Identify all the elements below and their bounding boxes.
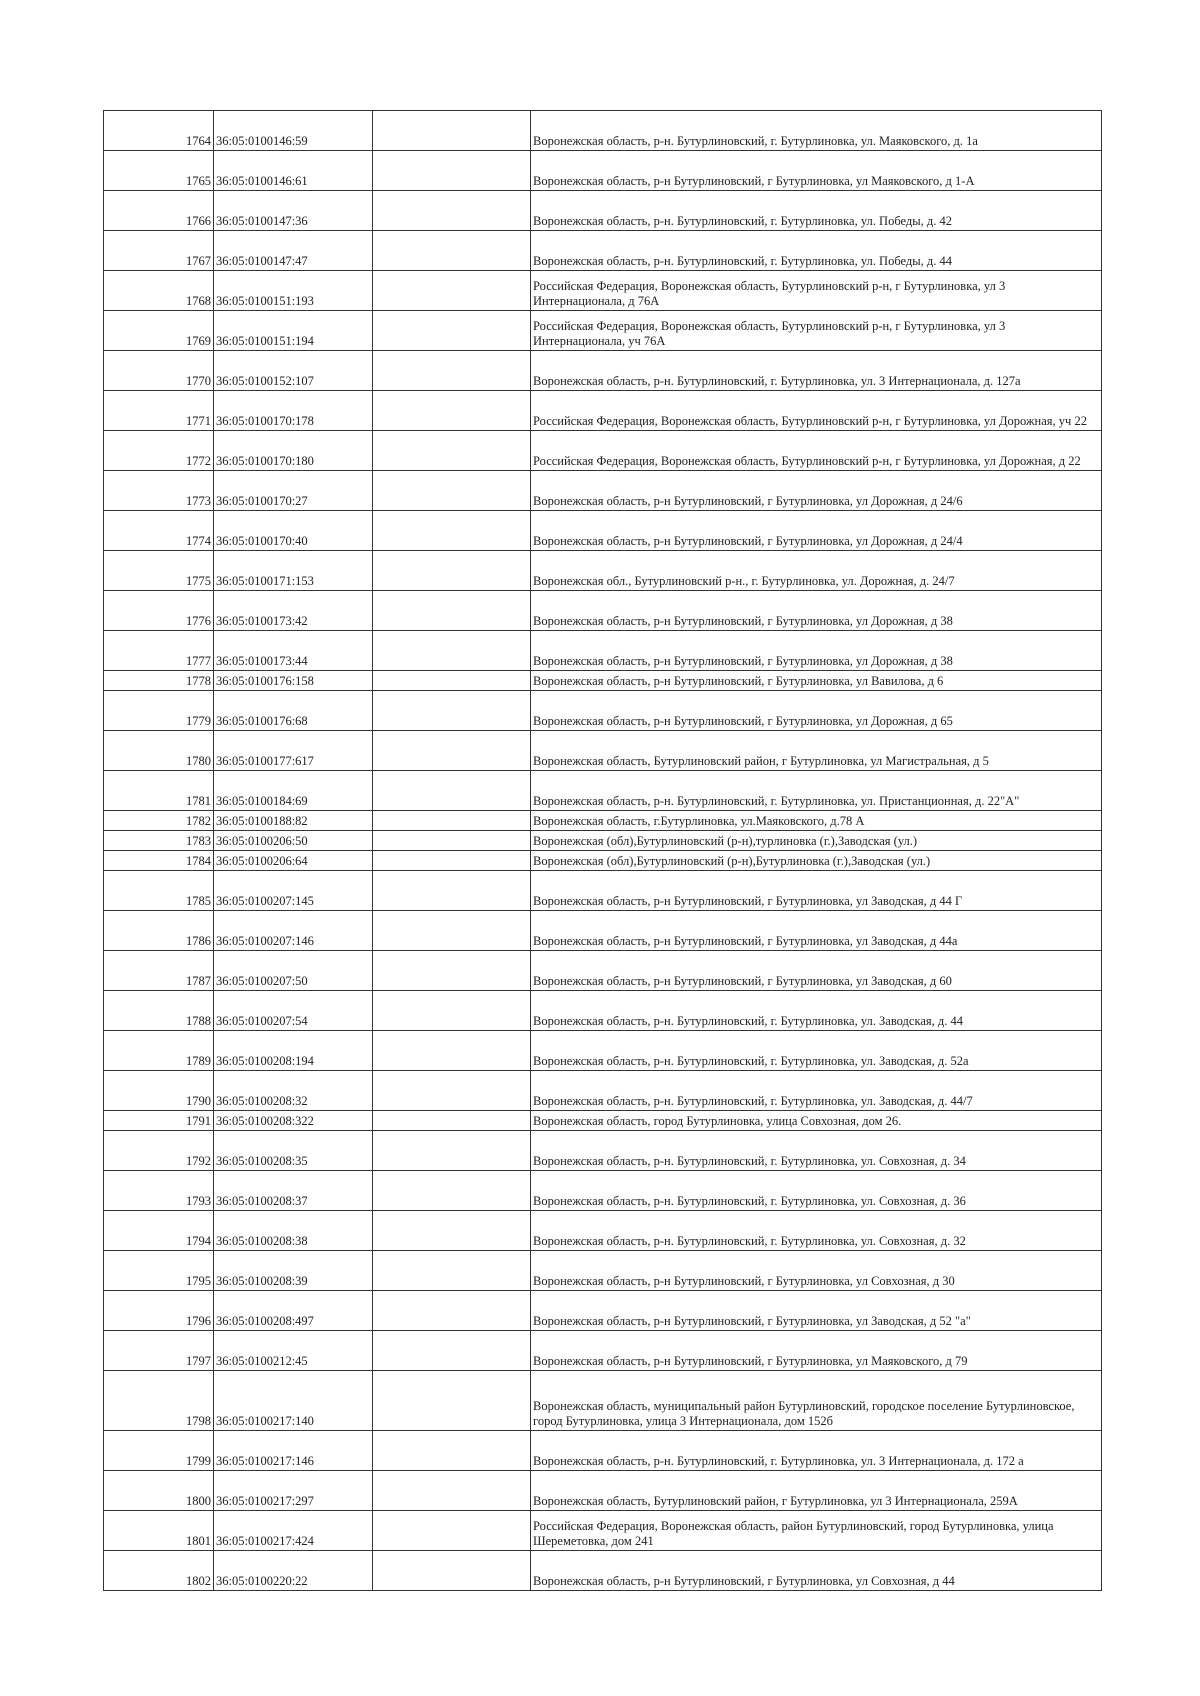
address: Российская Федерация, Воронежская область, Бутурлиновский р-н, г Бутурлиновка, ул Дорожная, д 22 <box>531 431 1102 471</box>
row-number: 1778 <box>104 671 214 691</box>
empty-cell <box>373 1131 531 1171</box>
empty-cell <box>373 1331 531 1371</box>
cadastral-number: 36:05:0100212:45 <box>214 1331 373 1371</box>
cadastral-number: 36:05:0100176:158 <box>214 671 373 691</box>
cadastral-number: 36:05:0100217:424 <box>214 1511 373 1551</box>
cadastral-number: 36:05:0100152:107 <box>214 351 373 391</box>
address: Воронежская область, р-н. Бутурлиновский, г. Бутурлиновка, ул. Совхозная, д. 36 <box>531 1171 1102 1211</box>
address: Воронежская область, Бутурлиновский район, г Бутурлиновка, ул Магистральная, д 5 <box>531 731 1102 771</box>
address: Воронежская область, р-н Бутурлиновский, г Бутурлиновка, ул Дорожная, д 24/4 <box>531 511 1102 551</box>
address: Воронежская область, р-н. Бутурлиновский, г. Бутурлиновка, ул. Победы, д. 42 <box>531 191 1102 231</box>
empty-cell <box>373 151 531 191</box>
cadastral-number: 36:05:0100151:194 <box>214 311 373 351</box>
cadastral-number: 36:05:0100184:69 <box>214 771 373 811</box>
row-number: 1795 <box>104 1251 214 1291</box>
row-number: 1788 <box>104 991 214 1031</box>
row-number: 1767 <box>104 231 214 271</box>
cadastral-number: 36:05:0100207:145 <box>214 871 373 911</box>
address: Воронежская область, р-н Бутурлиновский, г Бутурлиновка, ул Заводская, д 60 <box>531 951 1102 991</box>
row-number: 1775 <box>104 551 214 591</box>
cadastral-number: 36:05:0100208:32 <box>214 1071 373 1111</box>
cadastral-number: 36:05:0100170:180 <box>214 431 373 471</box>
cadastral-number: 36:05:0100151:193 <box>214 271 373 311</box>
table-row <box>104 151 1102 191</box>
address: Воронежская область, р-н. Бутурлиновский, г. Бутурлиновка, ул. Заводская, д. 44 <box>531 991 1102 1031</box>
table-row <box>104 271 1102 311</box>
row-number: 1793 <box>104 1171 214 1211</box>
empty-cell <box>373 1171 531 1211</box>
cadastral-number: 36:05:0100176:68 <box>214 691 373 731</box>
address: Воронежская область, р-н. Бутурлиновский, г. Бутурлиновка, ул. Маяковского, д. 1а <box>531 111 1102 151</box>
address: Воронежская область, р-н Бутурлиновский, г Бутурлиновка, ул Дорожная, д 38 <box>531 591 1102 631</box>
table-row <box>104 1071 1102 1111</box>
table-row <box>104 1511 1102 1551</box>
empty-cell <box>373 1511 531 1551</box>
cadastral-number: 36:05:0100208:37 <box>214 1171 373 1211</box>
cadastral-number: 36:05:0100207:50 <box>214 951 373 991</box>
table-row <box>104 1211 1102 1251</box>
cadastral-number: 36:05:0100173:42 <box>214 591 373 631</box>
address: Воронежская область, р-н Бутурлиновский, г Бутурлиновка, ул Дорожная, д 24/6 <box>531 471 1102 511</box>
cadastral-number: 36:05:0100217:297 <box>214 1471 373 1511</box>
address: Воронежская область, р-н. Бутурлиновский, г. Бутурлиновка, ул. Пристанционная, д. 22"А" <box>531 771 1102 811</box>
empty-cell <box>373 311 531 351</box>
empty-cell <box>373 631 531 671</box>
table-row <box>104 831 1102 851</box>
address: Воронежская область, р-н. Бутурлиновский, г. Бутурлиновка, ул. 3 Интернационала, д. 172 а <box>531 1431 1102 1471</box>
row-number: 1799 <box>104 1431 214 1471</box>
empty-cell <box>373 731 531 771</box>
address: Воронежская область, г.Бутурлиновка, ул.Маяковского, д.78 А <box>531 811 1102 831</box>
table-row <box>104 1331 1102 1371</box>
empty-cell <box>373 1371 531 1431</box>
empty-cell <box>373 831 531 851</box>
table-row <box>104 591 1102 631</box>
row-number: 1783 <box>104 831 214 851</box>
address: Воронежская область, Бутурлиновский район, г Бутурлиновка, ул 3 Интернационала, 259А <box>531 1471 1102 1511</box>
row-number: 1801 <box>104 1511 214 1551</box>
row-number: 1777 <box>104 631 214 671</box>
row-number: 1772 <box>104 431 214 471</box>
row-number: 1781 <box>104 771 214 811</box>
row-number: 1784 <box>104 851 214 871</box>
address: Воронежская (обл),Бутурлиновский (р-н),Бутурлиновка (г.),Заводская (ул.) <box>531 851 1102 871</box>
cadastral-number: 36:05:0100146:61 <box>214 151 373 191</box>
address: Воронежская (обл),Бутурлиновский (р-н),турлиновка (г.),Заводская (ул.) <box>531 831 1102 851</box>
cadastral-number: 36:05:0100208:38 <box>214 1211 373 1251</box>
address: Российская Федерация, Воронежская область, район Бутурлиновский, город Бутурлиновка, улица Шереметовка, дом 241 <box>531 1511 1102 1551</box>
empty-cell <box>373 551 531 591</box>
address: Воронежская область, р-н. Бутурлиновский, г. Бутурлиновка, ул. Совхозная, д. 34 <box>531 1131 1102 1171</box>
table-row <box>104 1551 1102 1591</box>
empty-cell <box>373 1211 531 1251</box>
empty-cell <box>373 471 531 511</box>
table-row <box>104 631 1102 671</box>
address: Воронежская область, р-н. Бутурлиновский, г. Бутурлиновка, ул. Совхозная, д. 32 <box>531 1211 1102 1251</box>
row-number: 1792 <box>104 1131 214 1171</box>
cadastral-table <box>103 110 1102 1591</box>
empty-cell <box>373 851 531 871</box>
row-number: 1774 <box>104 511 214 551</box>
table-row <box>104 1111 1102 1131</box>
address: Воронежская область, р-н. Бутурлиновский, г. Бутурлиновка, ул. Заводская, д. 44/7 <box>531 1071 1102 1111</box>
address: Воронежская область, р-н Бутурлиновский, г Бутурлиновка, ул Маяковского, д 1-А <box>531 151 1102 191</box>
cadastral-number: 36:05:0100220:22 <box>214 1551 373 1591</box>
empty-cell <box>373 191 531 231</box>
row-number: 1800 <box>104 1471 214 1511</box>
empty-cell <box>373 271 531 311</box>
cadastral-number: 36:05:0100207:54 <box>214 991 373 1031</box>
empty-cell <box>373 431 531 471</box>
cadastral-number: 36:05:0100170:40 <box>214 511 373 551</box>
empty-cell <box>373 811 531 831</box>
row-number: 1782 <box>104 811 214 831</box>
row-number: 1765 <box>104 151 214 191</box>
address: Российская Федерация, Воронежская область, Бутурлиновский р-н, г Бутурлиновка, ул 3 Интернационала, д 76А <box>531 271 1102 311</box>
address: Воронежская область, р-н. Бутурлиновский, г. Бутурлиновка, ул. Победы, д. 44 <box>531 231 1102 271</box>
cadastral-number: 36:05:0100208:322 <box>214 1111 373 1131</box>
row-number: 1791 <box>104 1111 214 1131</box>
empty-cell <box>373 391 531 431</box>
table-row <box>104 231 1102 271</box>
empty-cell <box>373 1551 531 1591</box>
row-number: 1797 <box>104 1331 214 1371</box>
address: Воронежская область, р-н Бутурлиновский, г Бутурлиновка, ул Дорожная, д 65 <box>531 691 1102 731</box>
empty-cell <box>373 591 531 631</box>
address: Российская Федерация, Воронежская область, Бутурлиновский р-н, г Бутурлиновка, ул Дорожная, уч 22 <box>531 391 1102 431</box>
cadastral-number: 36:05:0100170:27 <box>214 471 373 511</box>
table-row <box>104 671 1102 691</box>
cadastral-number: 36:05:0100146:59 <box>214 111 373 151</box>
empty-cell <box>373 511 531 551</box>
table-row <box>104 771 1102 811</box>
row-number: 1768 <box>104 271 214 311</box>
table-row <box>104 391 1102 431</box>
table-row <box>104 731 1102 771</box>
table-row <box>104 311 1102 351</box>
cadastral-number: 36:05:0100206:64 <box>214 851 373 871</box>
row-number: 1786 <box>104 911 214 951</box>
address: Воронежская область, р-н. Бутурлиновский, г. Бутурлиновка, ул. Заводская, д. 52а <box>531 1031 1102 1071</box>
address: Воронежская область, р-н Бутурлиновский, г Бутурлиновка, ул Совхозная, д 44 <box>531 1551 1102 1591</box>
table-row <box>104 111 1102 151</box>
table-row <box>104 431 1102 471</box>
cadastral-number: 36:05:0100217:146 <box>214 1431 373 1471</box>
cadastral-number: 36:05:0100177:617 <box>214 731 373 771</box>
table-row <box>104 951 1102 991</box>
empty-cell <box>373 771 531 811</box>
address: Воронежская обл., Бутурлиновский р-н., г. Бутурлиновка, ул. Дорожная, д. 24/7 <box>531 551 1102 591</box>
table-row <box>104 191 1102 231</box>
empty-cell <box>373 1251 531 1291</box>
row-number: 1766 <box>104 191 214 231</box>
address: Воронежская область, р-н Бутурлиновский, г Бутурлиновка, ул Дорожная, д 38 <box>531 631 1102 671</box>
empty-cell <box>373 1431 531 1471</box>
row-number: 1773 <box>104 471 214 511</box>
row-number: 1771 <box>104 391 214 431</box>
row-number: 1769 <box>104 311 214 351</box>
empty-cell <box>373 991 531 1031</box>
row-number: 1770 <box>104 351 214 391</box>
address: Воронежская область, р-н Бутурлиновский, г Бутурлиновка, ул Маяковского, д 79 <box>531 1331 1102 1371</box>
empty-cell <box>373 1291 531 1331</box>
table-row <box>104 1031 1102 1071</box>
empty-cell <box>373 111 531 151</box>
table-body <box>104 111 1102 1591</box>
address: Воронежская область, р-н Бутурлиновский, г Бутурлиновка, ул Вавилова, д 6 <box>531 671 1102 691</box>
table-row <box>104 811 1102 831</box>
cadastral-number: 36:05:0100173:44 <box>214 631 373 671</box>
cadastral-number: 36:05:0100147:47 <box>214 231 373 271</box>
empty-cell <box>373 1071 531 1111</box>
row-number: 1798 <box>104 1371 214 1431</box>
cadastral-number: 36:05:0100207:146 <box>214 911 373 951</box>
cadastral-number: 36:05:0100147:36 <box>214 191 373 231</box>
table-row <box>104 1131 1102 1171</box>
row-number: 1764 <box>104 111 214 151</box>
table-row <box>104 871 1102 911</box>
cadastral-number: 36:05:0100171:153 <box>214 551 373 591</box>
empty-cell <box>373 351 531 391</box>
empty-cell <box>373 1471 531 1511</box>
cadastral-number: 36:05:0100208:39 <box>214 1251 373 1291</box>
address: Воронежская область, р-н Бутурлиновский, г Бутурлиновка, ул Заводская, д 44а <box>531 911 1102 951</box>
table-row <box>104 351 1102 391</box>
cadastral-number: 36:05:0100188:82 <box>214 811 373 831</box>
address: Воронежская область, р-н Бутурлиновский, г Бутурлиновка, ул Заводская, д 52 "а" <box>531 1291 1102 1331</box>
row-number: 1785 <box>104 871 214 911</box>
cadastral-number: 36:05:0100208:194 <box>214 1031 373 1071</box>
row-number: 1789 <box>104 1031 214 1071</box>
address: Воронежская область, город Бутурлиновка, улица Совхозная, дом 26. <box>531 1111 1102 1131</box>
row-number: 1802 <box>104 1551 214 1591</box>
address: Воронежская область, р-н Бутурлиновский, г Бутурлиновка, ул Заводская, д 44 Г <box>531 871 1102 911</box>
table-row <box>104 911 1102 951</box>
empty-cell <box>373 1111 531 1131</box>
row-number: 1776 <box>104 591 214 631</box>
row-number: 1794 <box>104 1211 214 1251</box>
table-row <box>104 1371 1102 1431</box>
table-row <box>104 551 1102 591</box>
empty-cell <box>373 671 531 691</box>
table-row <box>104 691 1102 731</box>
address: Российская Федерация, Воронежская область, Бутурлиновский р-н, г Бутурлиновка, ул 3 Интернационала, уч 76А <box>531 311 1102 351</box>
empty-cell <box>373 1031 531 1071</box>
table-row <box>104 1431 1102 1471</box>
row-number: 1779 <box>104 691 214 731</box>
table-row <box>104 1251 1102 1291</box>
table-row <box>104 1291 1102 1331</box>
empty-cell <box>373 691 531 731</box>
row-number: 1780 <box>104 731 214 771</box>
cadastral-number: 36:05:0100208:35 <box>214 1131 373 1171</box>
row-number: 1787 <box>104 951 214 991</box>
table-row <box>104 851 1102 871</box>
cadastral-number: 36:05:0100170:178 <box>214 391 373 431</box>
empty-cell <box>373 911 531 951</box>
cadastral-number: 36:05:0100208:497 <box>214 1291 373 1331</box>
address: Воронежская область, муниципальный район Бутурлиновский, городское поселение Бутурлиновское, город Бутурлиновка, улица 3 Интернационала, дом 152б <box>531 1371 1102 1431</box>
cadastral-number: 36:05:0100206:50 <box>214 831 373 851</box>
table-row <box>104 1471 1102 1511</box>
table-row <box>104 511 1102 551</box>
empty-cell <box>373 871 531 911</box>
cadastral-number: 36:05:0100217:140 <box>214 1371 373 1431</box>
empty-cell <box>373 951 531 991</box>
table-row <box>104 1171 1102 1211</box>
empty-cell <box>373 231 531 271</box>
address: Воронежская область, р-н Бутурлиновский, г Бутурлиновка, ул Совхозная, д 30 <box>531 1251 1102 1291</box>
table-row <box>104 991 1102 1031</box>
address: Воронежская область, р-н. Бутурлиновский, г. Бутурлиновка, ул. 3 Интернационала, д. 127а <box>531 351 1102 391</box>
row-number: 1790 <box>104 1071 214 1111</box>
table-row <box>104 471 1102 511</box>
row-number: 1796 <box>104 1291 214 1331</box>
